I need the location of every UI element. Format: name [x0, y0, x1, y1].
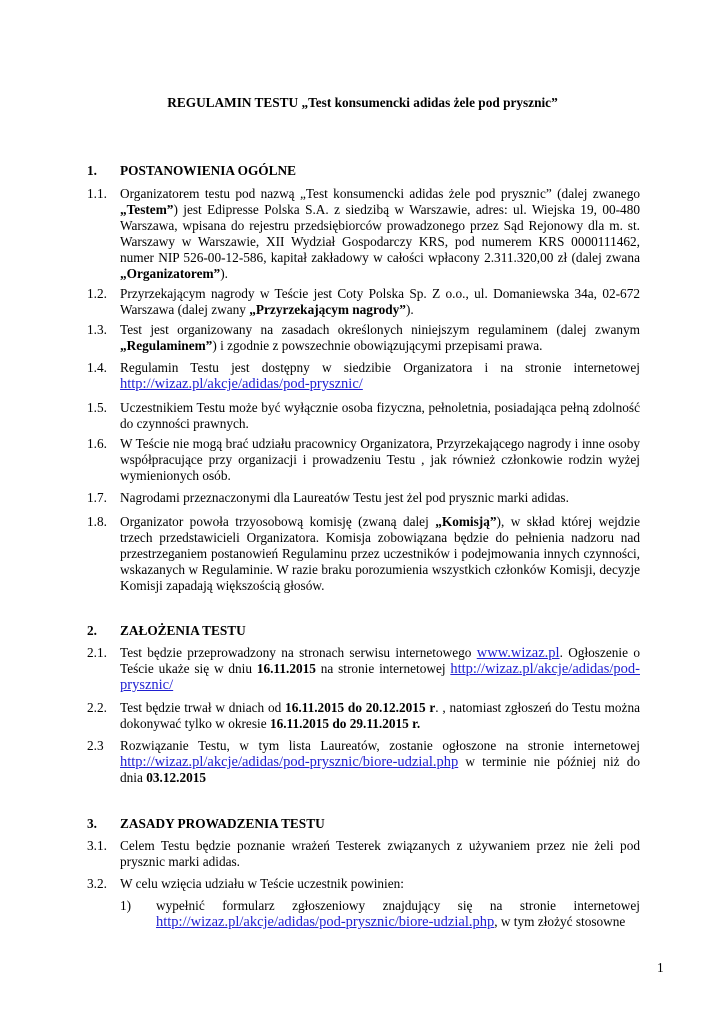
section-number: 3. [87, 816, 97, 831]
text: Test jest organizowany na zasadach określonych niniejszym regulaminem (dalej zwanym [120, 322, 640, 337]
bold-term: „Przyrzekającym nagrody” [249, 302, 406, 317]
bold-term: „Komisją” [435, 514, 497, 529]
bold-term: „Organizatorem” [120, 266, 221, 281]
text: Regulamin Testu jest dostępny w siedzibie Organizatora i na stronie internetowej [120, 360, 640, 375]
test-page-link[interactable]: http://wizaz.pl/akcje/adidas/pod-prysznic/ [120, 661, 640, 693]
text: Organizatorem testu pod nazwą „Test konsumencki adidas żele pod prysznic” (dalej zwanego [120, 186, 640, 201]
paragraph-1-7 [87, 490, 640, 506]
section-title: ZAŁOŻENIA TESTU [120, 623, 246, 638]
paragraph-1-6 [87, 436, 640, 484]
text: Test będzie przeprowadzony na stronach serwisu internetowego [120, 645, 477, 660]
paragraph-2-2 [87, 700, 640, 732]
results-link[interactable]: http://wizaz.pl/akcje/adidas/pod-prysznic/biore-udzial.php [120, 754, 459, 770]
section-heading-1 [87, 163, 647, 179]
subitem-number: 1) [120, 898, 132, 913]
text: Organizator powoła trzyosobową komisję (zwaną dalej [120, 514, 436, 529]
text: Uczestnikiem Testu może być wyłącznie osoba fizyczna, pełnoletnia, posiadająca pełną zdolność do czynności prawnych. [120, 400, 640, 431]
paragraph-1-8 [87, 514, 640, 594]
paragraph-number: 1.6. [87, 436, 107, 451]
bold-date: 16.11.2015 do 29.11.2015 r. [269, 716, 421, 731]
text: Rozwiązanie Testu, w tym lista Laureatów, zostanie ogłoszone na stronie internetowej [120, 738, 640, 753]
bold-date: 03.12.2015 [146, 770, 207, 785]
text: . , natomiast zgłoszeń do Testu można dokonywać tylko w okresie [120, 700, 640, 731]
text: ) i zgodnie z powszechnie obowiązującymi przepisami prawa. [212, 338, 543, 353]
text: w terminie nie później niż do dnia [120, 754, 640, 785]
paragraph-2-1 [87, 645, 640, 693]
paragraph-1-3 [87, 322, 640, 354]
paragraph-number: 1.1. [87, 186, 107, 201]
text: ). [220, 266, 228, 281]
bold-date: 16.11.2015 do 20.12.2015 r [285, 700, 436, 715]
paragraph-number: 3.2. [87, 876, 107, 891]
text: W Teście nie mogą brać udziału pracownicy Organizatora, Przyrzekającego nagrody i inne osoby współpracujące przy organizacji i prowadzeniu Testu , jak również członkowie rodzin wyżej wymienionych osób. [120, 436, 640, 483]
text: ). [405, 302, 414, 317]
text: Przyrzekającym nagrody w Teście jest Coty Polska Sp. Z o.o., ul. Domaniewska 34a, 02-672 Warszawa (dalej zwany [120, 286, 640, 317]
paragraph-1-2 [87, 286, 640, 318]
text: na stronie internetowej [315, 661, 451, 676]
paragraph-number: 1.5. [87, 400, 107, 415]
regulamin-link[interactable]: http://wizaz.pl/akcje/adidas/pod-prysznic/ [120, 376, 363, 392]
subitem-1 [120, 898, 640, 930]
paragraph-1-5 [87, 400, 640, 432]
paragraph-number: 2.3 [87, 738, 104, 753]
text: , w tym złożyć stosowne [494, 914, 626, 929]
text: W celu wzięcia udziału w Teście uczestnik powinien: [120, 876, 404, 891]
signup-form-link[interactable]: http://wizaz.pl/akcje/adidas/pod-prysznic/biore-udzial.php [156, 914, 495, 930]
text: wypełnić formularz zgłoszeniowy znajdujący się na stronie internetowej [156, 898, 640, 913]
paragraph-number: 2.2. [87, 700, 107, 715]
bold-date: 16.11.2015 [256, 661, 316, 676]
text: ) jest Edipresse Polska S.A. z siedzibą w Warszawie, adres: ul. Wiejska 19, 00-480 Warszawa, wpisana do rejestru przedsiębiorców prowadzonego przez Sąd Rejonowy dla m. st. Warszawy w Warszawie, XII Wydział Gospodarczy KRS, pod numerem KRS 0000111462, numer NIP 526-00-12-586, kapitał zakładowy w całości wpłacony 2.311.320,00 zł (dalej zwana [120, 202, 640, 265]
section-number: 2. [87, 623, 97, 638]
document-title: REGULAMIN TESTU „Test konsumencki adidas żele pod prysznic” [167, 95, 558, 110]
section-heading-3 [87, 816, 647, 832]
section-title: POSTANOWIENIA OGÓLNE [120, 163, 296, 178]
text: Test będzie trwał w dniach od [120, 700, 286, 715]
bold-term: „Testem” [120, 202, 174, 217]
text: ), w skład której wejdzie trzech przedstawicieli Organizatora. Komisja zobowiązana będzie do pełnienia nadzoru nad przestrzeganiem postanowień Regulaminu przez uczestników i podejmowania innych czynności, wskazanych w Regulaminie. W razie braku porozumienia wszystkich członków Komisji, decyzje Komisji zapadają większością głosów. [120, 514, 640, 593]
text: . Ogłoszenie o Teście ukaże się w dniu [120, 645, 640, 676]
paragraph-number: 1.4. [87, 360, 107, 375]
paragraph-number: 2.1. [87, 645, 107, 660]
page-number: 1 [657, 960, 664, 975]
section-number: 1. [87, 163, 97, 178]
paragraph-number: 1.2. [87, 286, 107, 301]
bold-term: „Regulaminem” [120, 338, 213, 353]
paragraph-number: 1.8. [87, 514, 107, 529]
paragraph-number: 1.3. [87, 322, 107, 337]
text: Celem Testu będzie poznanie wrażeń Testerek związanych z używaniem przez nie żeli pod prysznic marki adidas. [120, 838, 640, 869]
paragraph-3-2 [87, 876, 640, 892]
paragraph-number: 1.7. [87, 490, 107, 505]
paragraph-3-1 [87, 838, 640, 870]
text: Nagrodami przeznaczonymi dla Laureatów Testu jest żel pod prysznic marki adidas. [120, 490, 569, 505]
wizaz-link[interactable]: www.wizaz.pl [476, 645, 560, 661]
paragraph-2-3 [87, 738, 640, 786]
paragraph-1-4 [87, 360, 640, 392]
section-title: ZASADY PROWADZENIA TESTU [120, 816, 325, 831]
paragraph-number: 3.1. [87, 838, 107, 853]
section-heading-2 [87, 623, 647, 639]
paragraph-1-1 [87, 186, 640, 282]
